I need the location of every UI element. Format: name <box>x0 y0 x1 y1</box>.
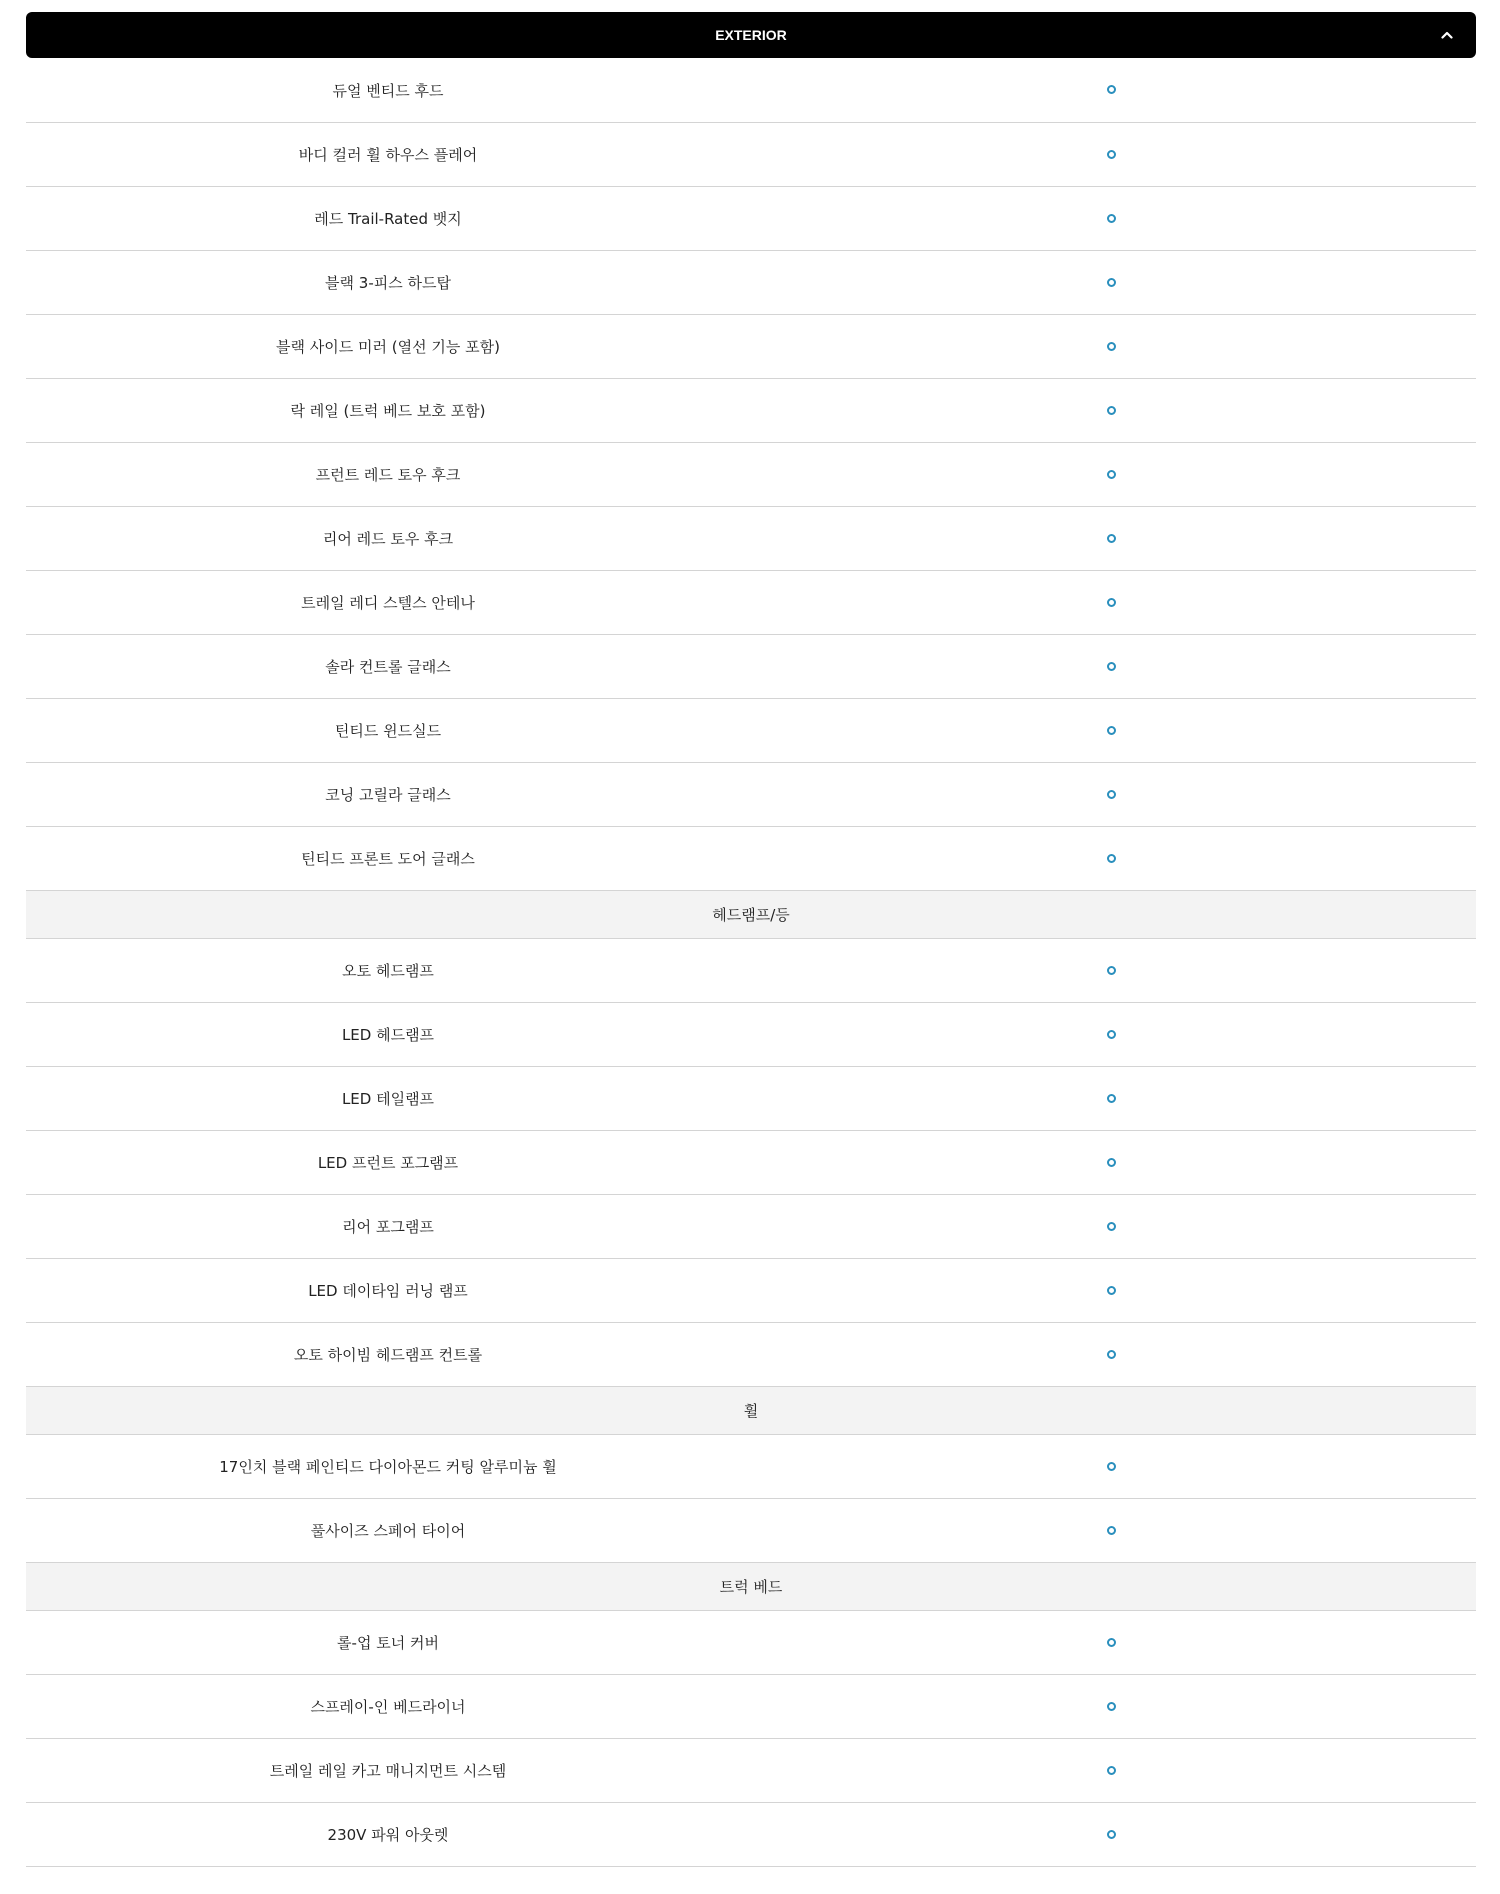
included-mark-icon <box>1107 1158 1116 1167</box>
included-mark-icon <box>1107 278 1116 287</box>
included-mark-icon <box>1107 1350 1116 1359</box>
included-mark-icon <box>1107 790 1116 799</box>
feature-label: 레드 Trail-Rated 뱃지 <box>314 210 462 228</box>
included-mark-icon <box>1107 966 1116 975</box>
feature-label: 듀얼 벤티드 후드 <box>332 81 444 100</box>
table-row <box>26 187 1476 251</box>
feature-label: 17인치 블랙 페인티드 다이아몬드 커팅 알루미늄 휠 <box>219 1458 557 1476</box>
included-mark-icon <box>1107 214 1116 223</box>
table-row <box>26 1067 1476 1131</box>
table-row <box>26 315 1476 379</box>
feature-label: 리어 레드 토우 후크 <box>322 530 454 548</box>
feature-label: 오토 하이빔 헤드램프 컨트롤 <box>293 1346 483 1364</box>
included-mark-icon <box>1107 406 1116 415</box>
table-row <box>26 1003 1476 1067</box>
feature-label: 리어 포그램프 <box>342 1218 434 1236</box>
table-row <box>26 123 1476 187</box>
feature-label: 롤-업 토너 커버 <box>337 1634 439 1652</box>
table-row <box>26 1435 1476 1499</box>
feature-label: 바디 컬러 휠 하우스 플레어 <box>298 146 478 164</box>
subsection-header: 휠 <box>26 1387 1476 1435</box>
feature-label: LED 데이타임 러닝 램프 <box>308 1282 468 1300</box>
included-mark-icon <box>1107 1766 1116 1775</box>
feature-label: LED 헤드램프 <box>341 1026 435 1044</box>
table-row <box>26 1323 1476 1387</box>
included-mark-icon <box>1107 1638 1116 1647</box>
subsection-header: 헤드램프/등 <box>26 891 1476 939</box>
table-row <box>26 1675 1476 1739</box>
included-mark-icon <box>1107 1702 1116 1711</box>
included-mark-icon <box>1107 1094 1116 1103</box>
table-row <box>26 1739 1476 1803</box>
table-row <box>26 699 1476 763</box>
table-row <box>26 1259 1476 1323</box>
included-mark-icon <box>1107 1030 1116 1039</box>
subsection-header: 트럭 베드 <box>26 1563 1476 1611</box>
table-row <box>26 1803 1476 1867</box>
section-title: EXTERIOR <box>715 27 787 43</box>
included-mark-icon <box>1107 1526 1116 1535</box>
table-row <box>26 1131 1476 1195</box>
included-mark-icon <box>1107 470 1116 479</box>
included-mark-icon <box>1107 1830 1116 1839</box>
feature-label: 코닝 고릴라 글래스 <box>325 786 451 804</box>
included-mark-icon <box>1107 534 1116 543</box>
chevron-up-icon[interactable] <box>1440 28 1454 42</box>
table-row <box>26 939 1476 1003</box>
included-mark-icon <box>1107 1462 1116 1471</box>
feature-label: 락 레일 (트럭 베드 보호 포함) <box>290 402 486 420</box>
table-row <box>26 1611 1476 1675</box>
feature-label: 프런트 레드 토우 후크 <box>315 466 461 484</box>
included-mark-icon <box>1107 85 1116 94</box>
feature-label: 솔라 컨트롤 글래스 <box>325 658 451 676</box>
exterior-section-toggle[interactable] <box>26 12 1476 58</box>
included-mark-icon <box>1107 598 1116 607</box>
included-mark-icon <box>1107 1286 1116 1295</box>
feature-label: 트레일 레일 카고 매니지먼트 시스템 <box>269 1762 507 1780</box>
feature-label: 틴티드 윈드실드 <box>334 722 442 740</box>
table-row <box>26 763 1476 827</box>
table-row <box>26 635 1476 699</box>
included-mark-icon <box>1107 662 1116 671</box>
feature-label: 오토 헤드램프 <box>342 962 434 980</box>
included-mark-icon <box>1107 1222 1116 1231</box>
included-mark-icon <box>1107 854 1116 863</box>
table-row <box>26 251 1476 315</box>
table-row <box>26 379 1476 443</box>
spec-rows <box>26 58 1476 1867</box>
feature-label: 트레일 레디 스텔스 안테나 <box>301 594 475 612</box>
spec-table <box>26 12 1476 1867</box>
included-mark-icon <box>1107 150 1116 159</box>
feature-label: LED 테일램프 <box>341 1090 435 1108</box>
included-mark-icon <box>1107 726 1116 735</box>
table-row <box>26 827 1476 891</box>
included-mark-icon <box>1107 342 1116 351</box>
table-row <box>26 507 1476 571</box>
feature-label: 틴티드 프론트 도어 글래스 <box>301 850 475 868</box>
feature-label: LED 프런트 포그램프 <box>317 1154 459 1172</box>
table-row <box>26 443 1476 507</box>
table-row <box>26 1195 1476 1259</box>
feature-label: 블랙 3-피스 하드탑 <box>325 274 451 292</box>
table-row <box>26 571 1476 635</box>
feature-label: 블랙 사이드 미러 (열선 기능 포함) <box>276 338 500 356</box>
feature-label: 풀사이즈 스페어 타이어 <box>310 1522 466 1540</box>
table-row <box>26 58 1476 123</box>
feature-label: 230V 파워 아웃렛 <box>327 1826 449 1844</box>
table-row <box>26 1499 1476 1563</box>
feature-label: 스프레이-인 베드라이너 <box>310 1698 466 1716</box>
